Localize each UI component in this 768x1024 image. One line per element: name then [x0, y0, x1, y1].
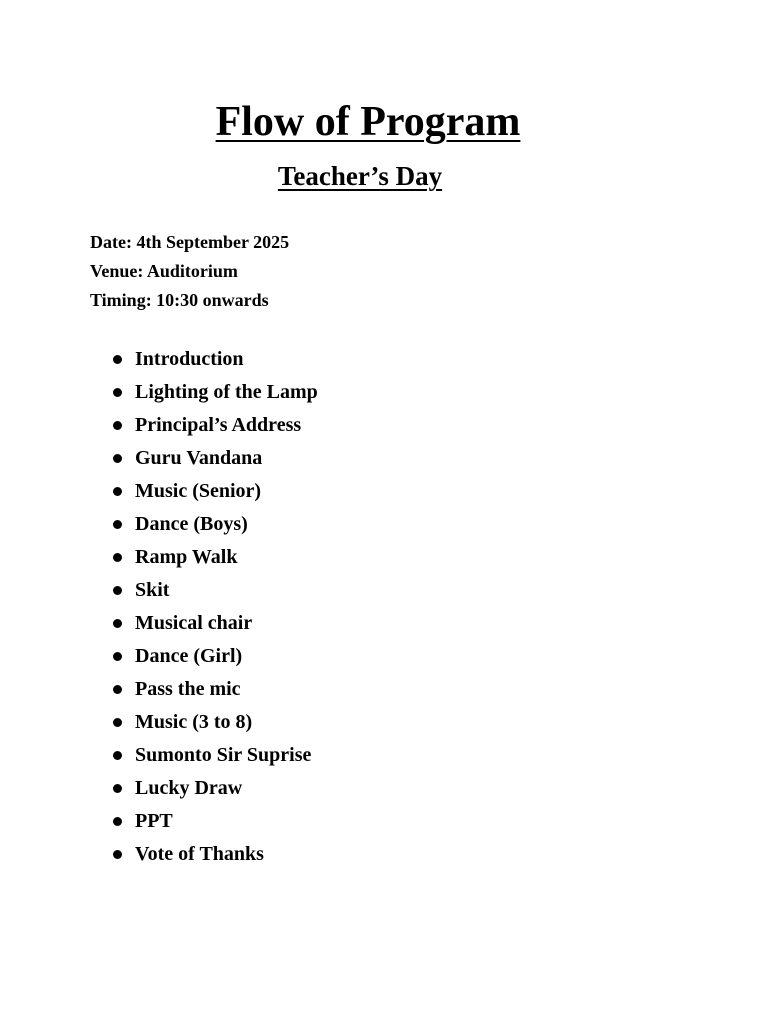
- list-item: [108, 673, 318, 706]
- event-timing: Timing: 10:30 onwards: [90, 290, 269, 310]
- bullet-icon: [113, 586, 122, 595]
- list-item: [108, 376, 318, 409]
- list-item: [108, 574, 318, 607]
- event-details: [90, 228, 289, 315]
- document-title: Flow of Program: [215, 99, 521, 145]
- list-item-label: Musical chair: [135, 612, 253, 634]
- list-item: [108, 409, 318, 442]
- list-item-label: Lighting of the Lamp: [135, 381, 318, 403]
- bullet-icon: [113, 652, 122, 661]
- bullet-icon: [113, 685, 122, 694]
- bullet-icon: [113, 619, 122, 628]
- list-item: [108, 508, 318, 541]
- list-item: [108, 706, 318, 739]
- list-item-label: Pass the mic: [135, 678, 241, 700]
- list-item-label: Ramp Walk: [135, 546, 238, 568]
- bullet-icon: [113, 454, 122, 463]
- list-item-label: PPT: [135, 810, 173, 832]
- list-item: [108, 739, 318, 772]
- list-item-label: Music (3 to 8): [135, 711, 253, 733]
- bullet-icon: [113, 718, 122, 727]
- list-item-label: Dance (Girl): [135, 645, 243, 667]
- bullet-icon: [113, 487, 122, 496]
- list-item-label: Music (Senior): [135, 480, 262, 502]
- list-item-label: Vote of Thanks: [135, 843, 264, 865]
- list-item: [108, 805, 318, 838]
- bullet-icon: [113, 850, 122, 859]
- bullet-icon: [113, 553, 122, 562]
- bullet-icon: [113, 520, 122, 529]
- list-item: [108, 607, 318, 640]
- bullet-icon: [113, 751, 122, 760]
- list-item-label: Sumonto Sir Suprise: [135, 744, 312, 766]
- list-item-label: Dance (Boys): [135, 513, 248, 535]
- list-item-label: Skit: [135, 579, 170, 601]
- bullet-icon: [113, 388, 122, 397]
- bullet-icon: [113, 817, 122, 826]
- list-item-label: Lucky Draw: [135, 777, 243, 799]
- program-list: [108, 343, 318, 871]
- event-date: Date: 4th September 2025: [90, 232, 290, 252]
- list-item: [108, 442, 318, 475]
- list-item-label: Principal’s Address: [135, 414, 302, 436]
- list-item: [108, 838, 318, 871]
- event-venue: Venue: Auditorium: [90, 261, 238, 281]
- list-item: [108, 541, 318, 574]
- document-subtitle: Teacher’s Day: [277, 161, 443, 191]
- list-item-label: Introduction: [135, 348, 244, 370]
- list-item: [108, 772, 318, 805]
- bullet-icon: [113, 355, 122, 364]
- list-item: [108, 640, 318, 673]
- list-item: [108, 343, 318, 376]
- list-item-label: Guru Vandana: [135, 447, 263, 469]
- bullet-icon: [113, 784, 122, 793]
- bullet-icon: [113, 421, 122, 430]
- list-item: [108, 475, 318, 508]
